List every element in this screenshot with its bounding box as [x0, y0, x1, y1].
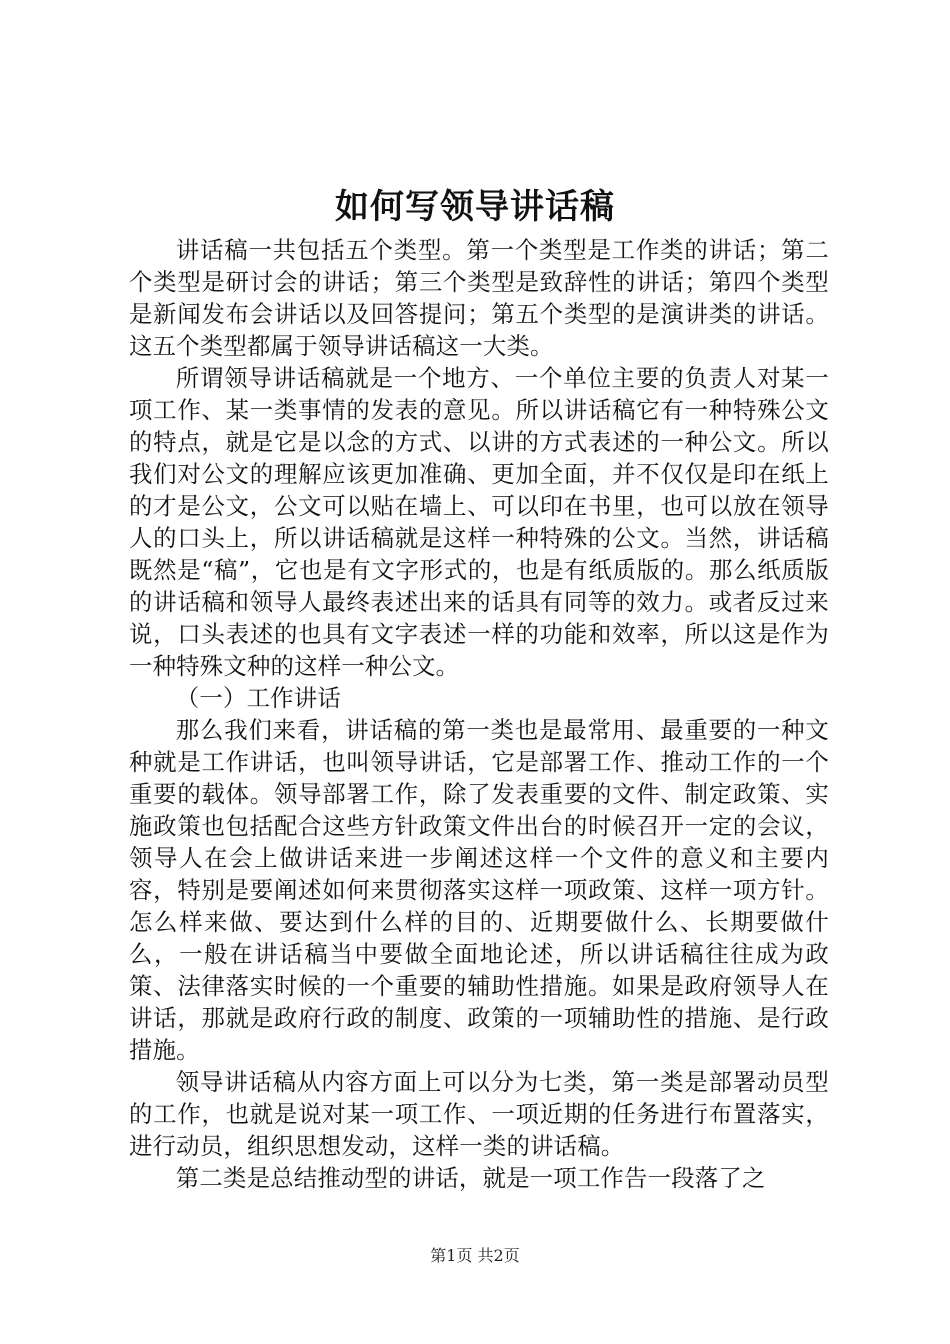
- page-number-footer: 第1页 共2页: [430, 1246, 520, 1265]
- paragraph-second-category: 第二类是总结推动型的讲话，就是一项工作告一段落了之: [175, 1164, 766, 1192]
- paragraph-seven-categories: 领导讲话稿从内容方面上可以分为七类，第一类是部署动员型的工作，也就是说对某一项工作、一项近期的任务进行布置落实，进行动员，组织思想发动，这样一类的讲话稿。: [129, 1068, 829, 1160]
- document-title: 如何写领导讲话稿: [335, 187, 615, 227]
- section-heading-work-speech: （一）工作讲话: [175, 684, 341, 712]
- paragraph-work-speech: 那么我们来看，讲话稿的第一类也是最常用、最重要的一种文种就是工作讲话，也叫领导讲话，它是部署工作、推动工作的一个重要的载体。领导部署工作，除了发表重要的文件、制定政策、实施政策也包括配合这些方针政策文件出台的时候召开一定的会议，领导人在会上做讲话来进一步阐述这样一个文件的意义和主要内容，特别是要阐述如何来贯彻落实这样一项政策、这样一项方针。怎么样来做、要达到什么样的目的、近期要做什么、长期要做什么，一般在讲话稿当中要做全面地论述，所以讲话稿往往成为政策、法律落实时候的一个重要的辅助性措施。如果是政府领导人在讲话，那就是政府行政的制度、政策的一项辅助性的措施、是行政措施。: [129, 716, 829, 1064]
- paragraph-definition: 所谓领导讲话稿就是一个地方、一个单位主要的负责人对某一项工作、某一类事情的发表的意见。所以讲话稿它有一种特殊公文的特点，就是它是以念的方式、以讲的方式表述的一种公文。所以我们对公文的理解应该更加准确、更加全面，并不仅仅是印在纸上的才是公文，公文可以贴在墙上、可以印在书里，也可以放在领导人的口头上，所以讲话稿就是这样一种特殊的公文。当然，讲话稿既然是“稿”，它也是有文字形式的，也是有纸质版的。那么纸质版的讲话稿和领导人最终表述出来的话具有同等的效力。或者反过来说，口头表述的也具有文字表述一样的功能和效率，所以这是作为一种特殊文种的这样一种公文。: [129, 364, 829, 680]
- paragraph-speech-types: 讲话稿一共包括五个类型。第一个类型是工作类的讲话；第二个类型是研讨会的讲话；第三个类型是致辞性的讲话；第四个类型是新闻发布会讲话以及回答提问；第五个类型的是演讲类的讲话。这五个类型都属于领导讲话稿这一大类。: [129, 236, 829, 360]
- document-body: [129, 234, 829, 1194]
